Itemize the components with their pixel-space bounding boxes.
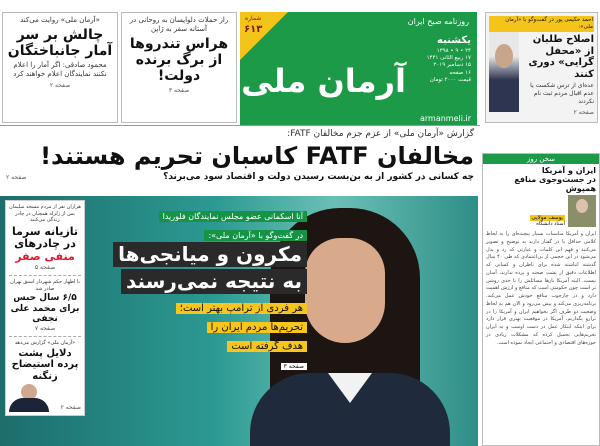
headline: چالش بر سر آمار جانباختگان bbox=[7, 27, 113, 60]
subhead: عده‌ای از ترس شکست یا عدم اقبال مردم ثبت نام نکردند bbox=[530, 82, 594, 105]
masthead bbox=[240, 12, 477, 125]
teaser-hardliners[interactable] bbox=[121, 12, 237, 123]
author-photo bbox=[568, 195, 596, 227]
sidebar-teasers bbox=[5, 200, 85, 416]
author-role: استاد دانشگاه bbox=[536, 221, 565, 227]
portrait-photo bbox=[489, 32, 519, 112]
divider bbox=[9, 336, 81, 337]
editorial-title-2: در جست‌وجوی منافع همپوش bbox=[514, 175, 596, 193]
teaser-najafi[interactable] bbox=[9, 279, 81, 333]
page-ref: صفحه ۲ bbox=[60, 404, 81, 412]
section-label: سخن روز bbox=[483, 154, 599, 164]
editorial-title-1: ایران و آمریکا bbox=[541, 166, 596, 175]
date-block: یکشنبه ۲۴ • ۹ • ۱۳۹۸ ۱۷ ربیع الثانی ۱۴۴۱ ۱۵ دسامبر ۲۰۱۹ ۱۶ صفحه قیمت ۲۰۰۰ تومان bbox=[426, 35, 471, 84]
kicker: با اظهار حکم شهردار اسبق تهران صادر شد bbox=[10, 279, 80, 292]
teaser-zanganeh[interactable] bbox=[9, 340, 81, 412]
teaser-statistics[interactable] bbox=[2, 12, 118, 123]
page-ref: صفحه ۲ bbox=[573, 108, 594, 116]
page-ref: صفحه ۳ bbox=[281, 363, 307, 370]
page-ref: صفحه ۷ bbox=[34, 325, 56, 333]
main-kicker: گزارش «آرمان ملی» از عزم جزم مخالفان FATF: bbox=[287, 129, 474, 139]
page-ref: صفحه ۵ bbox=[34, 264, 56, 272]
kicker: هزاران نفر از مردم مسجد سلیمان پس از زلزله همچنان در چادر زندگی می‌کنند bbox=[9, 204, 81, 223]
interview-quote-2: تحریم‌ها مردم ایران را bbox=[207, 322, 307, 333]
author-name: یوسف مولایی bbox=[531, 215, 563, 221]
editorial-column[interactable] bbox=[482, 153, 600, 446]
kicker: «آرمان ملی» گزارش می‌دهد bbox=[14, 340, 76, 347]
interview-intro-2: در گفت‌وگو با «آرمان ملی»: bbox=[204, 230, 307, 241]
divider bbox=[9, 275, 81, 276]
main-subhead: چه کسانی در کشور از به بن‌بست رسیدن دولت و اقتصاد سود می‌برند؟ bbox=[163, 171, 474, 182]
headline: اصلاح طلبان از «محفل گرایی» دوری کنند bbox=[528, 34, 594, 80]
page-ref: صفحه ۳ bbox=[168, 87, 190, 95]
issue-number: شماره ۶۱۳ bbox=[244, 15, 263, 35]
interview-quote-3: هدف گرفته است bbox=[227, 341, 307, 352]
teaser-earthquake[interactable] bbox=[9, 204, 81, 272]
editorial-body: ایران و آمریکا مناسبات بسیار پیچیده‌ای را به لحاظ کلامی حداقل یا در گفتار دارند به توضیح و تصویر می‌کنند و فهم این کلمات و عبارتی که رد و بدل می‌شود در این حجمی از بی‌اعتمادی که طی ۴۰ سال گذشته انباشته شده برای ناظران و کسانی که اطلاعات دقیق از پشت صحنه و پرده ندارند، آسان نیست. البته آمریکا بارها مسائلش را تا حدی روشن تر است چون حکومتی است که منافع و ارزش اهمیت دارد و در چارچوب منافع خودش عمل می‌کند. برنامه‌ریزی می‌کند و پیش می‌رود و الان هم به لحاظ وضعیت دو طرف اگر بخواهیم ایران و آمریکا را در ترازو بگذاریم، آمریکا در موقعیت بهتری قرار دارد برای اینکه ابتکار عمل در دست اوست و به ایران تحریم‌هایی تحمیل کرده که مشکلات زیادی در حوزه‌های اقتصادی و اجتماعی ایجاد نموده است. bbox=[486, 231, 597, 346]
page-ref: صفحه ۲ bbox=[6, 173, 27, 181]
newspaper-logo: آرمان ملی bbox=[241, 62, 406, 100]
kicker: احمد حکیمی پور در گفت‌وگو با «آرمان ملی»: bbox=[489, 16, 594, 32]
headline: تازیانه سرما در چادرهای bbox=[11, 224, 79, 251]
headline: دلایل پشت پرده استیضاح زنگنه bbox=[11, 347, 79, 382]
zanganeh-photo bbox=[9, 384, 49, 412]
interview-intro-1: آنا اسکمانی عضو مجلس نمایندگان فلوریدا bbox=[159, 211, 307, 222]
kicker: راز حملات دلواپسان به روحانی در آستانه سفر به ژاپن bbox=[129, 16, 229, 34]
kicker: «آرمان ملی» روایت می‌کند bbox=[20, 16, 100, 24]
interview-headline-1: مکرون و میانجی‌ها bbox=[113, 242, 307, 267]
website-link[interactable]: armanmeli.ir bbox=[419, 114, 471, 123]
tagline: روزنامه صبح ایران bbox=[407, 17, 469, 26]
main-story[interactable] bbox=[0, 125, 480, 195]
page-ref: صفحه ۲ bbox=[49, 82, 71, 90]
headline-accent: منفی صفر bbox=[15, 249, 75, 263]
headline: هراس تندروها از برگ برنده دولت! bbox=[129, 36, 229, 85]
teaser-interview-hakimipour[interactable] bbox=[485, 12, 598, 123]
headline: ۶/۵ سال حبس برای محمد علی نجفی bbox=[10, 293, 80, 324]
interview-quote-1: هر فردی از ترامپ بهتر است؛ bbox=[176, 303, 307, 314]
interview-headline-2: به نتیجه نمی‌رسند bbox=[121, 269, 307, 294]
main-headline: مخالفان FATF کاسبان تحریم هستند! bbox=[40, 141, 474, 170]
subhead: محمود صادقی: اگر آمار را اعلام نکنند نمایندگان اعلام خواهند کرد bbox=[13, 61, 107, 79]
